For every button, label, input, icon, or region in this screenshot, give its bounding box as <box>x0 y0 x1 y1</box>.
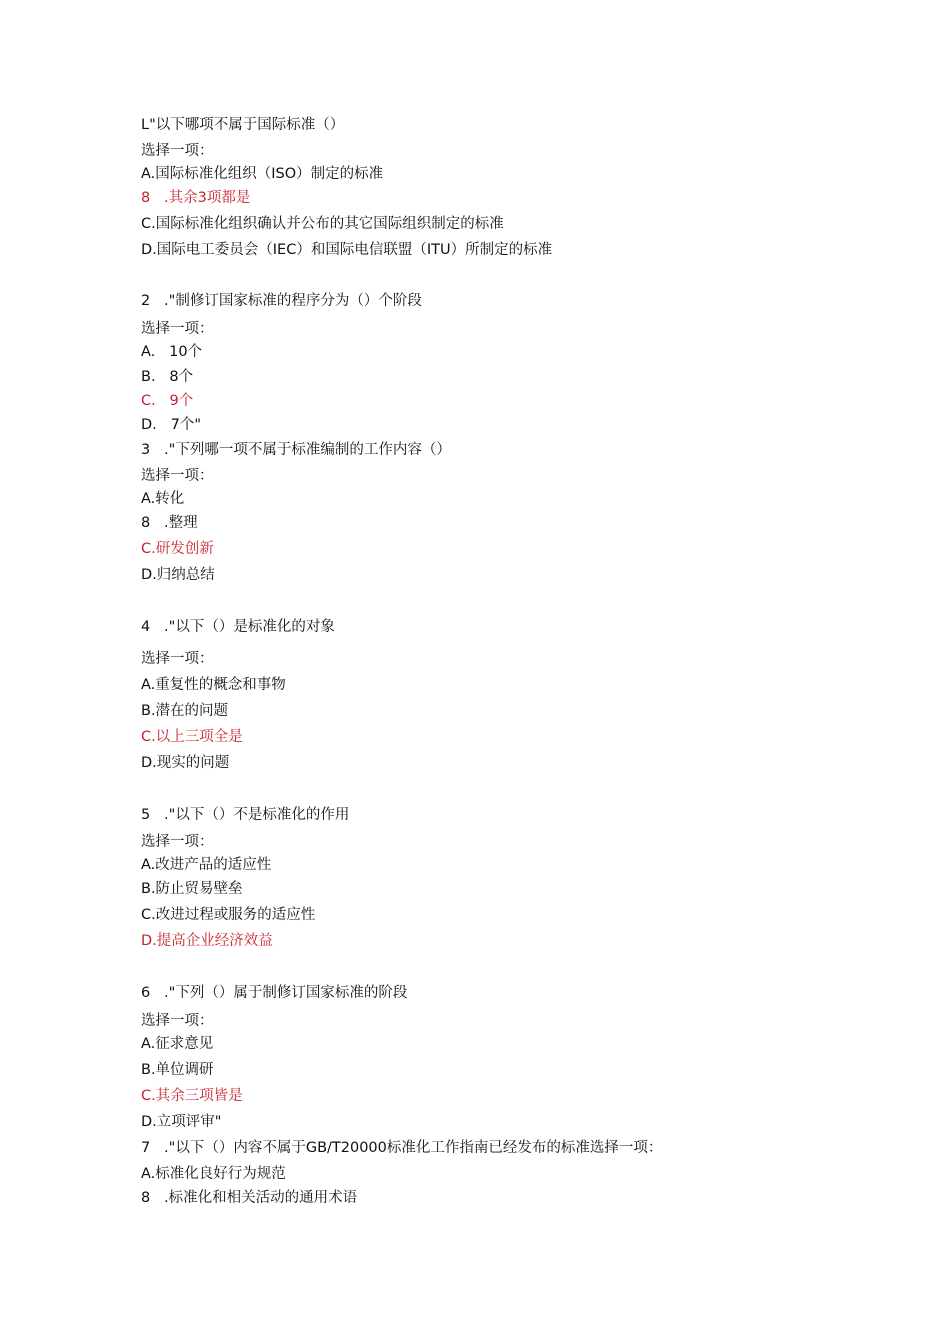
text-line: 8 .整理 <box>141 515 198 531</box>
text-line: B.防止贸易壁垒 <box>141 881 243 897</box>
text-line: A.转化 <box>141 491 185 507</box>
text-line: B.潜在的问题 <box>141 703 229 719</box>
text-line: D.国际电工委员会（IEC）和国际电信联盟（ITU）所制定的标准 <box>141 242 553 258</box>
text-line: B.单位调研 <box>141 1062 214 1078</box>
text-line: 3 ."下列哪一项不属于标准编制的工作内容（） <box>141 442 451 458</box>
text-line: L"以下哪项不属于国际标准（） <box>141 117 345 133</box>
text-line: D. 7个" <box>141 417 201 433</box>
answer-option-line: C.其余三项皆是 <box>141 1088 243 1104</box>
text-line: 2 ."制修订国家标准的程序分为（）个阶段 <box>141 293 422 309</box>
text-line: A.改进产品的适应性 <box>141 857 272 873</box>
text-line: B. 8个 <box>141 369 194 385</box>
text-line: 选择一项： <box>141 651 214 667</box>
answer-option-line: D.提高企业经济效益 <box>141 933 273 949</box>
text-line: 选择一项： <box>141 468 214 484</box>
text-line: A.标准化良好行为规范 <box>141 1166 286 1182</box>
text-line: C.改进过程或服务的适应性 <box>141 907 316 923</box>
text-line: 5 ."以下（）不是标准化的作用 <box>141 807 350 823</box>
text-line: C.国际标准化组织确认并公布的其它国际组织制定的标准 <box>141 216 504 232</box>
text-line: 7 ."以下（）内容不属于GB/T20000标准化工作指南已经发布的标准选择一项： <box>141 1140 663 1156</box>
text-line: A. 10个 <box>141 344 203 360</box>
text-line: A.征求意见 <box>141 1036 214 1052</box>
text-line: 选择一项： <box>141 1013 214 1029</box>
text-line: 选择一项： <box>141 321 214 337</box>
answer-option-line: C. 9个 <box>141 393 194 409</box>
text-line: 8 .标准化和相关活动的通用术语 <box>141 1190 358 1206</box>
answer-option-line: 8 .其余3项都是 <box>141 190 251 206</box>
text-line: D.立项评审" <box>141 1114 222 1130</box>
text-line: A.国际标准化组织（ISO）制定的标准 <box>141 166 384 182</box>
text-line: 选择一项： <box>141 834 214 850</box>
text-line: D.现实的问题 <box>141 755 230 771</box>
answer-option-line: C.以上三项全是 <box>141 729 243 745</box>
text-line: 选择一项： <box>141 143 214 159</box>
text-line: 6 ."下列（）属于制修订国家标准的阶段 <box>141 985 408 1001</box>
text-line: D.归纳总结 <box>141 567 215 583</box>
text-line: A.重复性的概念和事物 <box>141 677 286 693</box>
answer-option-line: C.研发创新 <box>141 541 214 557</box>
text-line: 4 ."以下（）是标准化的对象 <box>141 619 335 635</box>
